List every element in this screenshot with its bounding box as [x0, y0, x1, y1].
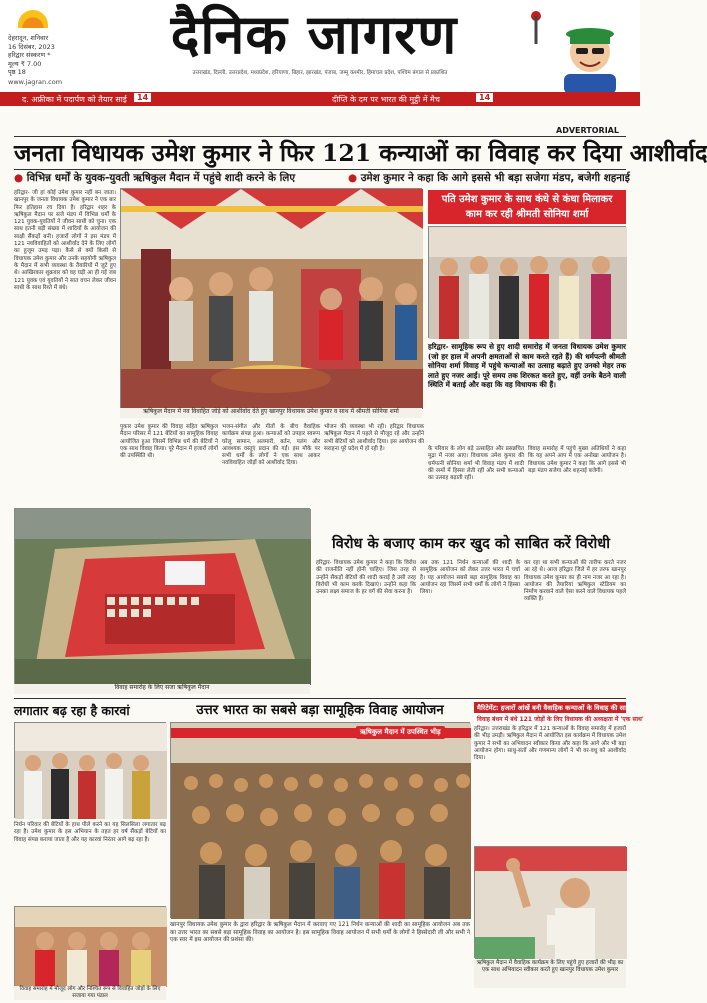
crowd-rishikul-image: [171, 723, 471, 919]
aerial-ground-photo: [14, 508, 310, 684]
bottom-right-strip-1: मैरिटेमेंट: हजारों आंखें बनी वैवाहिक कन्याओं के विवाह की साक्षी: [474, 702, 626, 713]
crowd-badge: ऋषिकुल मैदान में उपस्थित भीड़: [356, 726, 445, 739]
paper-name: दैनिक जागरण: [170, 2, 458, 66]
article-column-9: कर रहा था सभी कन्याओं की तारीफ करते नजर आ रहे थे। आज हरिद्वार जिले में हर तरफ खानपुर विधायक उमेश कुमार का ही नाम नजर आ रहा है। आयोजन की तैयारियां ऋषिकुल स्टेडियम का निर्माण करवाने वाले ऐसा करने वाले विधायक पहले व्यक्ति हैं।: [524, 560, 626, 603]
subhead-right-text: उमेश कुमार ने कहा कि आगे इससे भी बड़ा सजेगा मंडप, बजेगी शहनाई: [360, 172, 630, 184]
date-line1: देहरादून, शनिवार: [8, 34, 49, 42]
page-count: पृष्ठ 18: [8, 68, 26, 76]
price: मूल्य ₹ 7.00: [8, 59, 42, 68]
karvan-caption: विवाह समारोह में मौजूद लोग और निश्चित रूप से विवाहित जोड़ों के लिए सजाया गया पंडाल: [14, 986, 166, 1000]
editions-list: उत्तराखंड, दिल्ली, उत्तरप्रदेश, मध्यप्रदेश, हरियाणा, बिहार, झारखंड, पंजाब, जम्मू कश्मीर, हिमाचल प्रदेश, पश्चिम बंगाल से प्रकाशित: [192, 70, 448, 76]
article-column-3: भजन-संगीत और गीतों के बीच वैवाहिक कार्यक्रम संपन्न हुआ। कन्याओं को उपहार स्वरूप घरेलू सामान, अलमारी, बर्तन, पलंग और आवश्यक वस्तुएं प्रदान की गईं। इस मौके पर सभी धर्मों के लोगों ने एक साथ आकर नवविवाहित जोड़ों को आशीर्वाद दिया।: [222, 424, 320, 467]
bottom-right-strip-2: विवाह बंधन में बंधे 121 जोड़ों के लिए विधायक की अध्यक्षता में 'एक साथ': [474, 714, 626, 724]
article-column-8: अब तक 121 निर्धन कन्याओं की शादी के सामूहिक आयोजन को लेकर उत्तर भारत में चर्चा है। यह आयोजन सबसे बड़ा सामूहिक विवाह का आयोजन रहा जिसमें सभी धर्मों के लोगों ने हिस्सा लिया।: [420, 560, 520, 596]
aerial-caption: विवाह समारोह के लिए सजा ऋषिकुल मैदान: [14, 684, 310, 694]
date-block: [8, 34, 88, 77]
right-box-title: पति उमेश कुमार के साथ कंधे से कंधा मिलाकर काम कर रही श्रीमती सोनिया शर्मा: [428, 190, 626, 224]
section-headline-vivah: उत्तर भारत का सबसे बड़ा सामूहिक विवाह आयोजन: [196, 703, 444, 718]
cricket-cartoon-icon: [528, 4, 638, 94]
sonia-sharma-photo: [428, 226, 626, 338]
main-wedding-photo: [120, 188, 422, 408]
karvan-photo: [14, 722, 166, 818]
article-column-1: हरिद्वार- जी हां कोई उमेश कुमार नहीं बन जाता। खानपुर के जनता विधायक उमेश कुमार ने एक बार फिर इतिहास रच दिया है। हरिद्वार शहर के ऋषिकुल मैदान पर सजे मंडप में विभिन्न धर्मों के 121 युवक-युवतियों ने जीवन साथी को चुना। एक साथ इतनी बड़ी संख्या में शादियों के आयोजन की साक्षी सैंकड़ों बनी। हजारों लोगों ने इस मंडप में 121 नवविवाहितों को आशीर्वाद देने के लिए लोगों का हुजूम उमड़ पड़ा। कैसे से क्यों किसी से विधायक उमेश कुमार और उनके सहयोगी ऋषिकुल के मैदान में सभी व्यवस्था के तैयारियों में जुटे हुए थे। आखिरकार शुक्रवार को वह घड़ी आ ही गई जब 121 युवक एवं युवतियों ने सात वचन लेकर जीवन साथी के साथ रिश्ते में बंधे।: [14, 190, 116, 291]
article-column-6: विवाह समारोह में पहुंचे मुख्य अतिथियों ने कहा कि यह अपने आप में एक अनोखा आयोजन है। विधायक उमेश कुमार ने कहा कि आगे इससे भी बड़ा मंडप सजेगा और शहनाई बजेगी।: [528, 446, 626, 474]
article-column-10: निर्धन परिवार की बेटियों के हाथ पीले करने का यह सिलसिला लगातार बढ़ रहा है। उमेश कुमार के इस अभियान के तहत हर वर्ष सैंकड़ों बेटियों का विवाह संपन्न कराया जाता है और यह कारवां निरंतर आगे बढ़ रहा है।: [14, 822, 166, 843]
couples-image: [15, 907, 167, 987]
umesh-kumar-photo: [474, 846, 626, 958]
article-column-7: हरिद्वार- विधायक उमेश कुमार ने कहा कि विरोध की राजनीति नहीं होनी चाहिए। जिस तरह से उन्होंने सैकड़ों बेटियों की शादी कराई है उसी तरह विरोधी भी काम करके दिखाएं। उन्होंने कहा कि उनका लक्ष्य समाज के हर वर्ग की सेवा करना है।: [316, 560, 416, 596]
wedding-stage-image: [121, 189, 423, 409]
date-line2: 16 दिसंबर, 2023: [8, 42, 55, 51]
top-rule: [14, 136, 626, 137]
mid-rule: [14, 698, 626, 699]
edition-name: हरिद्वार संस्करण *: [8, 51, 51, 59]
couples-photo: [14, 906, 166, 986]
section-headline-virodh: विरोध के बजाए काम कर खुद को साबित करें विरोधी: [332, 535, 610, 552]
article-column-4: भोजन की व्यवस्था भी रही। हरिद्वार विधायक ऋषिकुल मैदान में पहले से मौजूद रहे और उन्होंने सभी बेटियों को आशीर्वाद दिया। इस आयोजन की सराहना पूरे प्रदेश में हो रही है।: [324, 424, 424, 452]
article-column-11: खानपुर विधायक उमेश कुमार के द्वारा हरिद्वार के ऋषिकुल मैदान में करवाए गए 121 निर्धन कन्याओं की शादी का सामूहिक आयोजन अब तक का उत्तर भारत का सबसे बड़ा सामूहिक विवाह का आयोजन है। इस सामूहिक विवाह आयोजन में सभी धर्मों के लोगों ने हिस्सेदारी ली और सभी ने एक स्वर में इस आयोजन की प्रशंसा की।: [170, 922, 470, 944]
article-column-5: के परिवार के लोग बड़े उत्साहित और प्रसन्नचित मुद्रा में नजर आए। विधायक उमेश कुमार की धर्मपत्नी सोनिया शर्मा भी विवाह मंडप में शादी की रस्मों में हिस्सा लेती रहीं और सभी कन्याओं का उत्साह बढ़ाती रहीं।: [428, 446, 524, 482]
section-headline-karvan: लगातार बढ़ रहा है कारवां: [14, 703, 130, 718]
aerial-image: [15, 509, 311, 685]
main-headline: जनता विधायक उमेश कुमार ने फिर 121 कन्याओं का विवाह कर दिया आशीर्वाद: [14, 139, 707, 167]
article-column-12: हरिद्वार। उत्तराखंड के हरिद्वार में 121 कन्याओं के विवाह समारोह में हजारों की भीड़ उमड़ी। ऋषिकुल मैदान में आयोजित इस कार्यक्रम में विधायक उमेश कुमार ने सभी का अभिवादन स्वीकार किया और कहा कि आगे और भी बड़ा आयोजन होगा। साधु-संतों और गणमान्य लोगों ने भी वर-वधु को आशीर्वाद दिया।: [474, 726, 626, 762]
promo-right-link[interactable]: दीप्ति के दम पर भारत की मुट्ठी में मैच: [332, 95, 440, 104]
right-box-lead: हरिद्वार- सामूहिक रूप से हुए शादी समारोह में जनता विधायक उमेश कुमार (जो हर हाल में अपनी क्षमताओं से काम करते रहते हैं) की धर्मपत्नी श्रीमती सोनिया शर्मा विवाह में पहुंचे कन्याओं का उत्साह बढ़ाते हुए उनको मेहर तक लाते हुए नजर आईं। पूरे समय तक शिरकत करते हुए, वहीं उनके बैठने वाली स्थिति में बताई और कहा कि वह विधायक की हैं।: [428, 342, 626, 390]
promo-right-page: 14: [476, 93, 493, 102]
main-photo-caption: ऋषिकुल मैदान में नव विवाहित जोड़े को आशीर्वाद देते हुए खानपुर विधायक उमेश कुमार व साथ में श्रीमती सोनिया शर्मा: [120, 408, 422, 418]
headline-rule: [14, 169, 626, 170]
promo-strip: [0, 92, 640, 106]
subhead-left-text: विभिन्न धर्मों के युवक-युवती ऋषिकुल मैदान में पहुंचे शादी करने के लिए: [26, 172, 296, 184]
promo-left-page: 14: [134, 93, 151, 102]
crowd-image: [15, 723, 167, 819]
logo-sun-icon: [18, 10, 48, 28]
article-column-2: पुकार उमेश कुमार की विवाह सहित ऋषिकुल मैदान परिसर में 121 बेटियों का सामूहिक विवाह आयोजित हुआ जिसमें विभिन्न धर्म की बेटियों ने एक साथ विवाह किया। पूरे मैदान में हजारों लोगों की उपस्थिति थी।: [120, 424, 218, 460]
crowd-photo: [170, 722, 470, 918]
website-link[interactable]: www.jagran.com: [8, 78, 63, 86]
promo-left-link[interactable]: द. अफ्रीका में पदार्पण को तैयार साई: [22, 95, 127, 104]
advertorial-label: ADVERTORIAL: [556, 126, 619, 135]
subhead-left: ● विभिन्न धर्मों के युवक-युवती ऋषिकुल मैदान में पहुंचे शादी करने के लिए: [14, 172, 296, 184]
waving-mla-image: [475, 847, 627, 959]
subhead-right: ● उमेश कुमार ने कहा कि आगे इससे भी बड़ा सजेगा मंडप, बजेगी शहनाई: [348, 172, 630, 184]
umesh-kumar-caption: ऋषिकुल मैदान में वैवाहिक कार्यक्रम के लिए पहुंचे हुए हजारों की भीड़ का एक साथ अभिवादन स्वीकार करते हुए खानपुर विधायक उमेश कुमार: [474, 960, 626, 988]
group-photo-image: [429, 227, 627, 339]
masthead: [0, 0, 640, 100]
